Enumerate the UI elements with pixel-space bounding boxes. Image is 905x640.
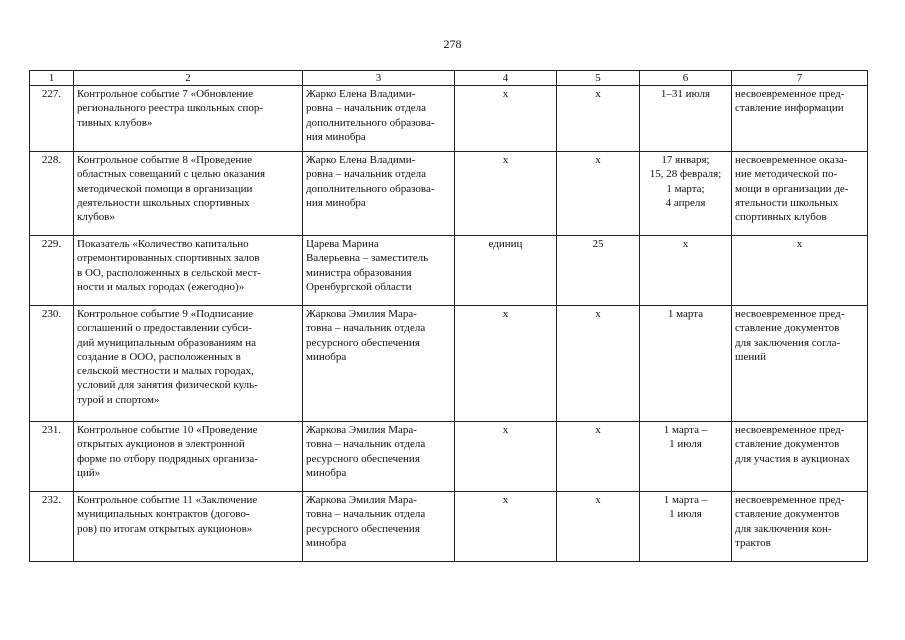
event-text-line: дий муниципальным образованиям на	[77, 336, 256, 349]
event-cell	[74, 152, 303, 236]
date-text-line: 1 июля	[669, 508, 702, 521]
date-cell	[640, 236, 732, 306]
responsible-text-line: ресурсного обеспечения	[306, 336, 420, 349]
event-text-line: деятельности школьных спортивных	[77, 196, 250, 209]
unit-cell: единиц	[455, 236, 557, 306]
date-cell	[640, 306, 732, 422]
responsible-text-line: ровна – начальник отдела	[306, 168, 427, 181]
responsible-text-line: дополнительного образова-	[306, 116, 435, 129]
event-text-line: сельской местности и малых городах,	[77, 365, 254, 378]
unit-cell: х	[455, 152, 557, 236]
responsible-text-line: ния минобра	[306, 130, 366, 143]
event-text-line: ций»	[77, 466, 101, 479]
responsible-text-line: Жаркова Эмилия Мара-	[306, 494, 417, 506]
row-number: 231.	[30, 422, 74, 492]
event-cell	[74, 236, 303, 306]
row-number: 229.	[30, 236, 74, 306]
risk-text-line: мощи в организации де-	[735, 182, 849, 195]
value-cell: х	[557, 306, 640, 422]
risk-text-line: несвоевременное оказа-	[735, 154, 848, 166]
event-text-line: Контрольное событие 8 «Проведение	[77, 154, 253, 166]
responsible-cell	[303, 492, 455, 562]
responsible-cell	[303, 236, 455, 306]
event-text-line: открытых аукционов в электронной	[77, 438, 245, 451]
responsible-text-line: минобра	[306, 536, 347, 549]
unit-cell: х	[455, 422, 557, 492]
responsible-text-line: товна – начальник отдела	[306, 438, 426, 451]
table-row	[30, 306, 868, 422]
risk-text-line: шений	[735, 350, 767, 363]
event-text-line: в ОО, расположенных в сельской мест-	[77, 266, 261, 279]
event-text-line: Контрольное событие 9 «Подписание	[77, 308, 254, 320]
responsible-text-line: ния минобра	[306, 196, 366, 209]
date-text-line: 1 марта –	[663, 494, 708, 506]
responsible-text-line: минобра	[306, 350, 347, 363]
responsible-text-line: минобра	[306, 466, 347, 479]
value-cell: х	[557, 152, 640, 236]
risk-text-line: трактов	[735, 536, 771, 549]
responsible-cell	[303, 422, 455, 492]
risk-text-line: ставление информации	[735, 102, 844, 115]
responsible-text-line: Жаркова Эмилия Мара-	[306, 308, 417, 320]
header-cell: 6	[640, 71, 732, 86]
risk-text-line: ятельности школьных	[735, 196, 839, 209]
responsible-text-line: Валерьевна – заместитель	[306, 252, 429, 265]
header-cell: 3	[303, 71, 455, 86]
event-text-line: Контрольное событие 7 «Обновление	[77, 88, 254, 100]
event-text-line: условий для занятия физической куль-	[77, 379, 258, 392]
responsible-text-line: Царева Марина	[306, 238, 379, 250]
date-text-line: 1–31 июля	[660, 88, 711, 100]
risk-text-line: для заключения кон-	[735, 522, 832, 535]
event-text-line: клубов»	[77, 211, 115, 224]
value-cell: х	[557, 492, 640, 562]
page-number: 278	[443, 37, 462, 51]
event-cell	[74, 422, 303, 492]
risk-text-line: ставление документов	[735, 438, 840, 451]
date-cell	[640, 152, 732, 236]
unit-cell: х	[455, 306, 557, 422]
event-cell	[74, 86, 303, 152]
event-text-line: методической помощи в организации	[77, 182, 253, 195]
event-text-line: создание в ООО, расположенных в	[77, 350, 241, 363]
table-row	[30, 422, 868, 492]
event-text-line: муниципальных контрактов (догово-	[77, 508, 250, 521]
risk-cell	[732, 236, 868, 306]
event-text-line: областных совещаний с целью оказания	[77, 168, 266, 181]
date-text-line: 1 марта –	[663, 424, 708, 436]
header-cell: 5	[557, 71, 640, 86]
responsible-cell	[303, 152, 455, 236]
event-text-line: Контрольное событие 10 «Проведение	[77, 424, 258, 436]
risk-text-line: несвоевременное пред-	[735, 494, 845, 506]
date-text-line: 17 января;	[661, 154, 710, 166]
header-cell: 7	[732, 71, 868, 86]
date-text-line: 1 марта	[667, 308, 704, 320]
risk-text-line: ние методической по-	[735, 168, 838, 181]
risk-text-line: ставление документов	[735, 508, 840, 521]
table-row	[30, 152, 868, 236]
event-text-line: турой и спортом»	[77, 393, 160, 406]
responsible-text-line: ресурсного обеспечения	[306, 452, 420, 465]
event-text-line: Контрольное событие 11 «Заключение	[77, 494, 258, 506]
risk-text-line: спортивных клубов	[735, 211, 827, 224]
date-text-line: 4 апреля	[665, 196, 706, 209]
unit-cell: х	[455, 86, 557, 152]
date-text-line: 1 июля	[669, 438, 702, 451]
date-text-line: 1 марта;	[666, 182, 705, 195]
table-row	[30, 492, 868, 562]
event-cell	[74, 492, 303, 562]
event-text-line: ности и малых городах (ежегодно)»	[77, 280, 245, 293]
event-text-line: Показатель «Количество капитально	[77, 238, 249, 250]
row-number: 232.	[30, 492, 74, 562]
header-cell: 4	[455, 71, 557, 86]
responsible-text-line: министра образования	[306, 266, 412, 279]
responsible-text-line: дополнительного образова-	[306, 182, 435, 195]
risk-text-line: для участия в аукционах	[735, 452, 850, 465]
risk-text-line: х	[796, 238, 803, 250]
unit-cell: х	[455, 492, 557, 562]
risk-text-line: несвоевременное пред-	[735, 88, 845, 100]
event-text-line: форме по отбору подрядных организа-	[77, 452, 258, 465]
table-row	[30, 86, 868, 152]
header-row	[30, 71, 868, 86]
date-text-line: 15, 28 февраля;	[649, 168, 722, 181]
event-text-line: тивных клубов»	[77, 116, 153, 129]
responsible-text-line: Жарко Елена Владими-	[306, 88, 416, 100]
value-cell: х	[557, 86, 640, 152]
risk-text-line: для заключения согла-	[735, 336, 841, 349]
responsible-cell	[303, 306, 455, 422]
event-text-line: ров) по итогам открытых аукционов»	[77, 522, 253, 535]
risk-text-line: несвоевременное пред-	[735, 424, 845, 436]
risk-cell	[732, 422, 868, 492]
data-table	[29, 70, 868, 562]
responsible-text-line: Жарко Елена Владими-	[306, 154, 416, 166]
event-text-line: соглашений о предоставлении субси-	[77, 322, 252, 335]
risk-cell	[732, 152, 868, 236]
risk-cell	[732, 86, 868, 152]
responsible-text-line: Жаркова Эмилия Мара-	[306, 424, 417, 436]
event-text-line: отремонтированных спортивных залов	[77, 252, 260, 265]
table-row	[30, 236, 868, 306]
date-cell	[640, 86, 732, 152]
date-text-line: х	[682, 238, 689, 250]
risk-text-line: ставление документов	[735, 322, 840, 335]
risk-cell	[732, 306, 868, 422]
date-cell	[640, 422, 732, 492]
header-cell: 2	[74, 71, 303, 86]
row-number: 230.	[30, 306, 74, 422]
date-cell	[640, 492, 732, 562]
responsible-text-line: ресурсного обеспечения	[306, 522, 420, 535]
event-text-line: регионального реестра школьных спор-	[77, 102, 264, 115]
row-number: 227.	[30, 86, 74, 152]
value-cell: х	[557, 422, 640, 492]
responsible-text-line: ровна – начальник отдела	[306, 102, 427, 115]
risk-text-line: несвоевременное пред-	[735, 308, 845, 320]
responsible-text-line: товна – начальник отдела	[306, 508, 426, 521]
responsible-cell	[303, 86, 455, 152]
value-cell: 25	[557, 236, 640, 306]
responsible-text-line: Оренбургской области	[306, 280, 412, 293]
event-cell	[74, 306, 303, 422]
responsible-text-line: товна – начальник отдела	[306, 322, 426, 335]
header-cell: 1	[30, 71, 74, 86]
risk-cell	[732, 492, 868, 562]
row-number: 228.	[30, 152, 74, 236]
